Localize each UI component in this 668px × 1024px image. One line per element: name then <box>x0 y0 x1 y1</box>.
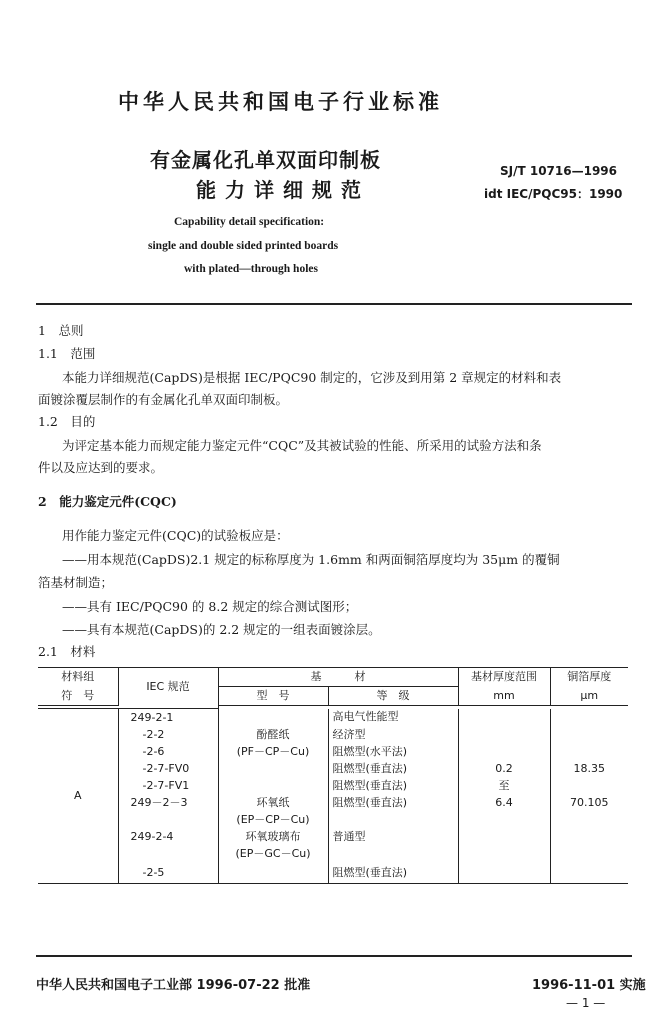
iec-cell: -2-2 <box>118 726 218 743</box>
header-model-cell <box>218 687 328 706</box>
copper-cell <box>550 828 628 845</box>
copper-cell <box>550 845 628 862</box>
thickness-cell <box>458 828 550 845</box>
copper-cell <box>550 709 628 727</box>
section-2-1-heading: 2.1 材料 <box>38 644 96 659</box>
thickness-cell: 0.2 <box>458 760 550 777</box>
grade-cell <box>328 811 458 828</box>
idt-number: idt IEC/PQC95：1990 <box>484 187 623 201</box>
header-substrate-cell <box>218 668 458 687</box>
section-1-1-heading: 1.1 范围 <box>38 346 96 361</box>
page-number: — 1 — <box>566 996 606 1010</box>
model-cell: 酚醛纸 <box>218 726 328 743</box>
copper-cell <box>550 777 628 794</box>
iec-cell: -2-6 <box>118 743 218 760</box>
copper-cell <box>550 811 628 828</box>
header-thickness-cell <box>458 668 550 687</box>
table-row <box>38 777 628 794</box>
english-title-line2: single and double sided printed boards <box>148 240 339 252</box>
grade-cell <box>328 845 458 862</box>
thickness-cell <box>458 726 550 743</box>
english-title-line1: Capability detail specification: <box>174 216 325 228</box>
model-cell: 环氧玻璃布 <box>218 828 328 845</box>
copper-cell <box>550 743 628 760</box>
table-row <box>38 862 628 884</box>
grade-cell: 高电气性能型 <box>328 709 458 727</box>
thickness-cell <box>458 709 550 727</box>
table-row <box>38 726 628 743</box>
header-thickness-label: 基材厚度范围 <box>471 670 537 684</box>
header-thickness-unit: mm <box>493 688 515 702</box>
iec-cell: 249－2－3 <box>118 794 218 811</box>
grade-cell: 阻燃型(垂直法) <box>328 760 458 777</box>
header-copper-label: 铜箔厚度 <box>567 670 612 684</box>
table-row <box>38 811 628 828</box>
model-cell <box>218 760 328 777</box>
header-divider <box>36 303 632 305</box>
table-row <box>38 743 628 760</box>
table-row <box>38 794 628 811</box>
group-symbol-cell <box>38 709 118 884</box>
header-grade-label: 等 级 <box>376 689 410 702</box>
grade-cell: 阻燃型(垂直法) <box>328 794 458 811</box>
header-substrate-label: 基 材 <box>310 670 366 683</box>
english-title-line3: with plated—through holes <box>184 263 318 275</box>
thickness-cell <box>458 811 550 828</box>
thickness-cell <box>458 743 550 760</box>
table-row <box>38 845 628 862</box>
copper-cell: 18.35 <box>550 760 628 777</box>
section-2-item1-line1: ——用本规范(CapDS)2.1 规定的标称厚度为 1.6mm 和两面铜箔厚度均为 35μm 的覆铜 <box>62 552 560 567</box>
model-cell: (EP－CP－Cu) <box>218 811 328 828</box>
header-copper-unit-cell <box>550 687 628 706</box>
thickness-cell <box>458 845 550 862</box>
thickness-cell: 6.4 <box>458 794 550 811</box>
copper-cell: 70.105 <box>550 794 628 811</box>
doc-title-line1: 有金属化孔单双面印制板 <box>150 148 381 172</box>
thickness-cell <box>458 862 550 884</box>
materials-table <box>38 667 628 884</box>
standard-number: SJ/T 10716—1996 <box>500 164 617 178</box>
approval-statement: 中华人民共和国电子工业部 1996-07-22 批准 <box>36 978 311 993</box>
grade-cell: 普通型 <box>328 828 458 845</box>
copper-cell <box>550 862 628 884</box>
header-copper-cell <box>550 668 628 687</box>
section-1-2-text-line2: 件以及应达到的要求。 <box>38 460 164 475</box>
iec-cell: -2-7-FV1 <box>118 777 218 794</box>
iec-cell: -2-5 <box>118 862 218 884</box>
table-row <box>38 828 628 845</box>
section-1-1-text-line2: 面镀涂覆层制作的有金属化孔单双面印制板。 <box>38 392 289 407</box>
iec-cell: 249-2-4 <box>118 828 218 845</box>
header-symbol-cell <box>38 687 118 706</box>
group-symbol: A <box>73 789 82 802</box>
header-iec-label: IEC 规范 <box>146 679 190 693</box>
header-group-cell <box>38 668 118 687</box>
grade-cell: 阻燃型(垂直法) <box>328 862 458 884</box>
model-cell: (EP－GC－Cu) <box>218 845 328 862</box>
thickness-cell: 至 <box>458 777 550 794</box>
header-group-label: 材料组 <box>61 670 95 684</box>
table-row <box>38 760 628 777</box>
grade-cell: 阻燃型(垂直法) <box>328 777 458 794</box>
header-model-label: 型 号 <box>256 689 290 702</box>
org-title: 中华人民共和国电子行业标准 <box>118 90 443 114</box>
copper-cell <box>550 726 628 743</box>
header-copper-unit: μm <box>580 688 599 702</box>
model-cell <box>218 862 328 884</box>
section-1-1-text-line1: 本能力详细规范(CapDS)是根据 IEC/PQC90 制定的，它涉及到用第 2 章规定的材料和表 <box>62 370 562 385</box>
section-1-2-text-line1: 为评定基本能力而规定能力鉴定元件“CQC”及其被试验的性能、所采用的试验方法和条 <box>62 438 542 453</box>
grade-cell: 阻燃型(水平法) <box>328 743 458 760</box>
effective-date: 1996-11-01 实施 <box>532 978 646 993</box>
footer-divider <box>36 955 632 957</box>
iec-cell: -2-7-FV0 <box>118 760 218 777</box>
model-cell <box>218 777 328 794</box>
model-cell <box>218 709 328 727</box>
section-1-2-heading: 1.2 目的 <box>38 414 96 429</box>
iec-cell <box>118 811 218 828</box>
iec-cell: 249-2-1 <box>118 709 218 727</box>
model-cell: (PF－CP－Cu) <box>218 743 328 760</box>
section-2-item2: ——具有 IEC/PQC90 的 8.2 规定的综合测试图形； <box>62 599 358 614</box>
header-grade-cell <box>328 687 458 706</box>
section-2-heading: 2 能力鉴定元件(CQC) <box>38 494 177 509</box>
header-iec-cell <box>118 668 218 706</box>
table-row <box>38 709 628 727</box>
model-cell: 环氧纸 <box>218 794 328 811</box>
section-2-item3: ——具有本规范(CapDS)的 2.2 规定的一组表面镀涂层。 <box>62 622 381 637</box>
section-2-item1-line2: 箔基材制造； <box>38 575 114 590</box>
iec-cell <box>118 845 218 862</box>
section-1-heading: 1 总则 <box>38 323 84 338</box>
section-2-intro: 用作能力鉴定元件(CQC)的试验板应是： <box>62 528 289 543</box>
header-thickness-unit-cell <box>458 687 550 706</box>
grade-cell: 经济型 <box>328 726 458 743</box>
doc-title-line2: 能力详细规范 <box>196 178 370 202</box>
header-symbol-label: 符 号 <box>61 688 95 702</box>
